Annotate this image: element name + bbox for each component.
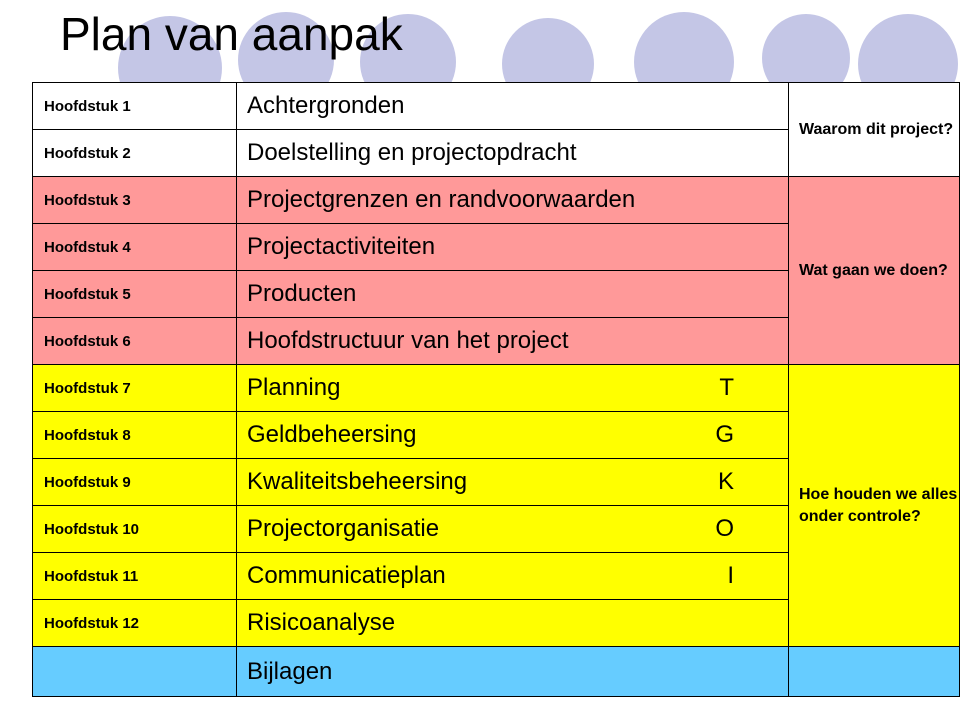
topic-label: Planning: [247, 374, 341, 401]
topic-label: Geldbeheersing: [247, 421, 417, 448]
topic-label: Risicoanalyse: [247, 609, 396, 636]
topic-letter: K: [717, 468, 734, 495]
table-row: [33, 177, 960, 224]
table-row: [33, 365, 960, 412]
topic-label: Achtergronden: [247, 92, 405, 119]
topic-cell: [237, 459, 789, 506]
chapter-label: Hoofdstuk 8: [33, 412, 237, 459]
topic-cell: [237, 83, 789, 130]
topic-cell: [237, 224, 789, 271]
appendix-label: Bijlagen: [247, 657, 333, 685]
chapter-label-empty: [33, 647, 237, 697]
topic-cell: [237, 365, 789, 412]
topic-cell: [237, 600, 789, 647]
topic-label: Projectactiviteiten: [247, 233, 436, 260]
chapter-label: Hoofdstuk 7: [33, 365, 237, 412]
topic-cell: [237, 647, 789, 697]
topic-cell: [237, 177, 789, 224]
topic-cell: [237, 130, 789, 177]
topic-label: Hoofdstructuur van het project: [247, 327, 569, 354]
topic-label: Producten: [247, 280, 357, 307]
chapter-label: Hoofdstuk 6: [33, 318, 237, 365]
topic-cell: [237, 318, 789, 365]
topic-label: Communicatieplan: [247, 562, 446, 589]
group-how: Hoe houden we alles onder controle?: [789, 365, 960, 647]
topic-label: Doelstelling en projectopdracht: [247, 139, 577, 166]
topic-label: Projectorganisatie: [247, 515, 440, 542]
chapter-label: Hoofdstuk 2: [33, 130, 237, 177]
group-why: Waarom dit project?: [789, 83, 960, 177]
topic-cell: [237, 506, 789, 553]
topic-letter: G: [715, 421, 734, 448]
topic-cell: [237, 412, 789, 459]
chapter-label: Hoofdstuk 9: [33, 459, 237, 506]
chapter-label: Hoofdstuk 11: [33, 553, 237, 600]
group-what: Wat gaan we doen?: [789, 177, 960, 365]
chapter-label: Hoofdstuk 3: [33, 177, 237, 224]
topic-cell: [237, 271, 789, 318]
chapter-label: Hoofdstuk 12: [33, 600, 237, 647]
chapter-label: Hoofdstuk 1: [33, 83, 237, 130]
topic-label: Projectgrenzen en randvoorwaarden: [247, 186, 636, 213]
table-row: [33, 83, 960, 130]
chapter-label: Hoofdstuk 5: [33, 271, 237, 318]
page-title: Plan van aanpak: [60, 8, 403, 60]
topic-letter: I: [727, 562, 734, 589]
chapter-label: Hoofdstuk 4: [33, 224, 237, 271]
topic-letter: T: [719, 374, 734, 401]
topic-label: Kwaliteitsbeheersing: [247, 468, 468, 495]
plan-table: [32, 82, 960, 697]
group-empty: [789, 647, 960, 697]
table-row: [33, 647, 960, 697]
topic-letter: O: [715, 515, 734, 542]
topic-cell: [237, 553, 789, 600]
chapter-label: Hoofdstuk 10: [33, 506, 237, 553]
